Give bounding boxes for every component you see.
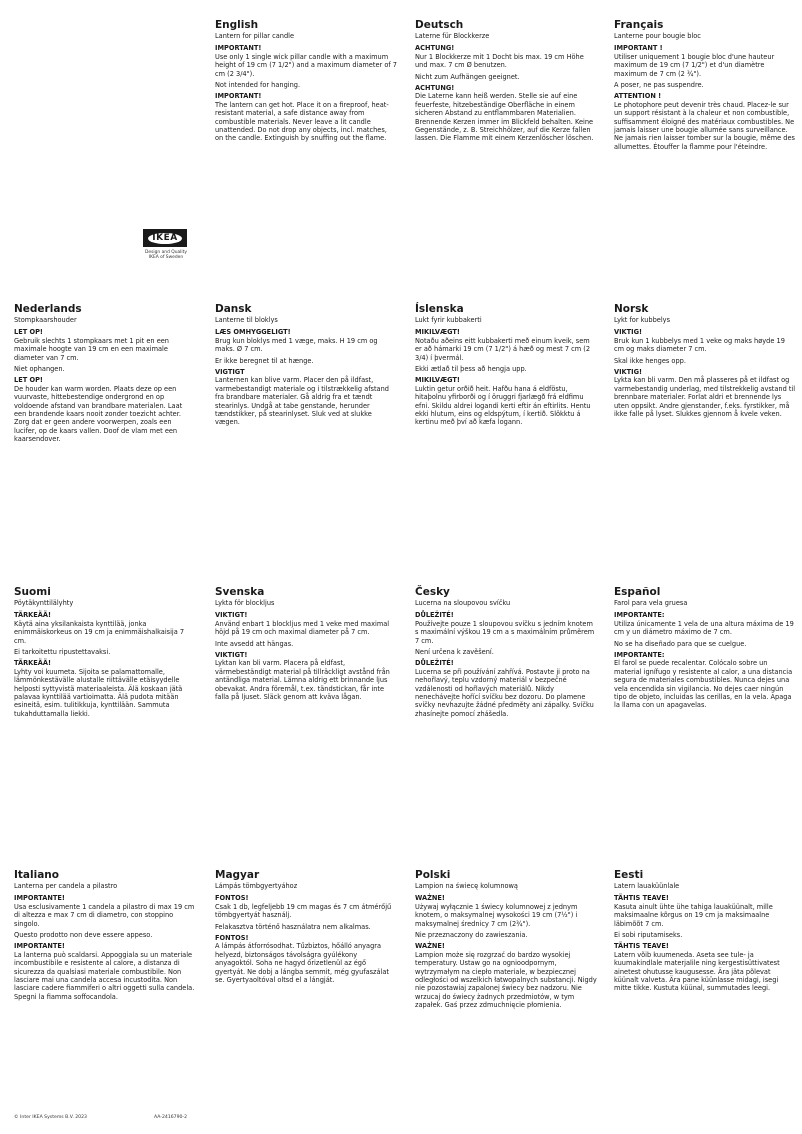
warning-heading: IMPORTANTE: [614,611,665,620]
product-name: Lucerna na sloupovou svíčku [415,599,511,607]
usage-text: Käytä aina yksilankaista kynttilää, jonka enimmäiskorkeus on 19 cm ja enimmäishalkaisija 7 cm. [14,619,185,645]
logo-mark [143,229,187,247]
safety-text: De houder kan warm worden. Plaats deze op een vuurvaste, hittebestendige ondergrond en op voldoende afstand van brandbare materialen. Laat een brandende kaars nooit zonder toezicht achter. Zorg dat er geen andere voorwerpen, zoals een lucifer, op de kaars vallen. Doof de vlam met een kaarsendover. [14,384,183,444]
section-magyar [215,869,397,987]
safety-text: Lucerna se při používání zahřívá. Postavte ji proto na nehořlavý, teplu vzdorný materiál v bezpečné vzdálenosti od hořlavých materiálů. Nikdy nenechávejte hořící svíčku bez dozoru. Do plamene svíčky nevhazujte žádné předměty ani zápalky. Svíčku zhasínejte pomocí zhášedla. [415,667,594,718]
safety-text: Luktin getur orðið heit. Hafðu hana á eldföstu, hitaþolnu yfirborði og í öruggri fjarlægð frá eldfimu efni. Skildu aldrei logandi kerti eftir án eftirlits. Hentu ekki hlutum, eins og eldspýtum, í kertið. Slökktu á kertinu með því að kæfa logann. [415,384,591,427]
product-name: Lanterne til bloklys [215,316,278,324]
warning-heading: ACHTUNG! [415,84,455,93]
language-heading: Magyar [215,869,260,881]
section-espanol [614,586,796,713]
copyright-text: © Inter IKEA Systems B.V. 2023 [14,1115,87,1120]
warning-heading: DŮLEŽITÉ! [415,611,454,620]
warning-heading: FONTOS! [215,894,249,903]
safety-text: Lyhty voi kuumeta. Sijoita se palamattomalle, lämmönkestävälle alustalle riittävälle etäisyydelle helposti syttyvistä materiaaleista. Älä koskaan jätä palavaa kynttilää vartioimatta. Älä pudota mitään esineitä, esim. tulitikkuja, kynttilään. Sammuta tukahduttamalla liekki. [14,667,183,718]
warning-heading: FONTOS! [215,934,249,943]
product-name: Lykta för blockljus [215,599,275,607]
hanging-note: Ekki ætlað til þess að hengja upp. [415,365,527,374]
language-heading: Svenska [215,586,265,598]
section-svenska [215,586,397,704]
logo-tagline-line2: IKEA of Sweden [148,255,184,261]
logo-tagline [143,250,189,261]
usage-text: Använd enbart 1 blockljus med 1 veke med maximal höjd på 19 cm och maximal diameter på 7 cm. [215,619,390,637]
product-name: Laterne für Blockkerze [415,32,490,40]
section-polski [415,869,597,1013]
safety-text: La lanterna può scaldarsi. Appoggiala su un materiale incombustibile e resistente al calore, a distanza di sicurezza da qualsiasi materiale combustibile. Non lasciare mai una candela accesa incustodita. Non lasciare cadere fiammiferi o altri oggetti sulla candela. Spegni la fiamma soffocandola. [14,950,195,1001]
warning-heading: IMPORTANT! [215,44,262,53]
product-name: Stompkaarshouder [14,316,77,324]
section-cesky [415,586,597,721]
usage-text: Use only 1 single wick pillar candle with a maximum height of 19 cm (7 1/2") and a maximum diameter of 7 cm (2 3/4"). [215,52,397,78]
language-heading: Dansk [215,303,252,315]
warning-heading: WAŻNE! [415,894,445,903]
product-name: Lanterna per candela a pilastro [14,882,118,890]
usage-text: Používejte pouze 1 sloupovou svíčku s jedním knotem s maximální výškou 19 cm a s maximálním průměrem 7 cm. [415,619,595,645]
hanging-note: Skal ikke henges opp. [614,356,686,365]
warning-heading: WAŻNE! [415,942,445,951]
product-name: Lykt for kubbelys [614,316,671,324]
warning-heading: TÄRKEÄÄ! [14,611,51,620]
hanging-note: Questo prodotto non deve essere appeso. [14,931,153,940]
language-heading: Polski [415,869,451,881]
section-italiano [14,869,196,1004]
hanging-note: Nicht zum Aufhängen geeignet. [415,72,520,81]
product-name: Lukt fyrir kubbakerti [415,316,482,324]
warning-heading: IMPORTANT! [215,92,262,101]
section-francais [614,19,796,154]
warning-heading: MIKILVÆGT! [415,328,460,337]
language-heading: Français [614,19,664,31]
logo-text: IKEA [148,233,181,244]
warning-heading: VIKTIG! [614,328,643,337]
section-english [215,19,397,146]
usage-text: Kasuta ainult ühte ühe tahiga lauaküünalt, mille maksimaalne kõrgus on 19 cm ja maksimaalne läbimõõt 7 cm. [614,902,773,928]
product-name: Pöytäkynttilälyhty [14,599,74,607]
warning-heading: LET OP! [14,328,43,337]
hanging-note: Ei sobi riputamiseks. [614,931,683,940]
safety-text: Lampion może się rozgrzać do bardzo wysokiej temperatury. Ustaw go na ognioodpornym, wytrzymałym na ciepło materiale, w bezpiecznej odległości od wszelkich łatwopalnych substancji. Nigdy nie pozostawiaj zapalonej świecy bez nadzoru. Nie wrzucaj do świecy żadnych przedmiotów, w tym zapałek. Gaś przez zdmuchnięcie płomienia. [415,950,597,1010]
language-heading: Nederlands [14,303,82,315]
language-heading: Eesti [614,869,644,881]
warning-heading: DŮLEŽITÉ! [415,659,454,668]
logo-tagline-line1: Design and Quality [145,250,187,255]
hanging-note: Nie przeznaczony do zawieszania. [415,931,528,940]
hanging-note: Inte avsedd att hängas. [215,639,294,648]
warning-heading: MIKILVÆGT! [415,376,460,385]
safety-text: Lykta kan bli varm. Den må plasseres på et ildfast og varmebestandig underlag, med tilstrekkelig avstand til brennbare materialer. Forlat aldri et brennende lys uten oppsikt. Andre gjenstander, f.eks. fyrstikker, må ikke falle på lyset. Slukkes gjennom å kvele veken. [614,376,796,419]
usage-text: Używaj wyłącznie 1 świecy kolumnowej z jednym knotem, o maksymalnej wysokości 19 cm (7½") i maksymalnej średnicy 7 cm (2¾"). [415,902,578,928]
warning-heading: ATTENTION ! [614,92,662,101]
usage-text: Notaðu aðeins eitt kubbakerti með einum kveik, sem er að hámarki 19 cm (7 1/2") á hæð og mest 7 cm (2 3/4) í þvermál. [415,336,591,362]
warning-heading: IMPORTANTE! [14,894,65,903]
section-nederlands [14,303,196,447]
hanging-note: No se ha diseñado para que se cuelgue. [614,639,747,648]
document-code: AA-2416790-2 [154,1115,188,1120]
safety-text: Latern võib kuumeneda. Aseta see tule- ja kuumakindlale materjalile ning kergestisüttivatest ainetest ohutusse kaugusesse. Ära jäta põlevat küünalt valveta. Ära pane küünlasse midagi, isegi mitte tikke. Kustuta küünal, summutades leegi. [614,950,780,993]
section-suomi [14,586,196,721]
safety-text: El farol se puede recalentar. Colócalo sobre un material ignífugo y resistente al calor, a una distancia segura de materiales combustibles. Nunca dejes una vela encendida sin vigilancia. No dejes caer ningún tipo de objeto, incluidas las cerillas, en la vela. Apaga la llama con un apagavelas. [614,659,793,710]
section-islenska [415,303,597,430]
language-heading: Íslenska [415,303,464,315]
language-heading: Česky [415,586,450,598]
hanging-note: Er ikke beregnet til at hænge. [215,356,314,365]
warning-heading: IMPORTANT ! [614,44,663,53]
ikea-logo [143,229,189,261]
safety-text: Die Laterne kann heiß werden. Stelle sie auf eine feuerfeste, hitzebeständige Oberfläche in einem sicheren Abstand zu entflammbaren Materialien. Brennende Kerzen immer im Blickfeld behalten. Keine Gegenstände, z. B. Streichhölzer, auf die Kerze fallen lassen. Die Flamme mit einem Kerzenlöscher löschen. [415,92,594,143]
usage-text: Gebruik slechts 1 stompkaars met 1 pit en een maximale hoogte van 19 cm en een maximale diameter van 7 cm. [14,336,169,362]
language-heading: Deutsch [415,19,464,31]
hanging-note: Not intended for hanging. [215,81,301,90]
product-name: Lanterne pour bougie bloc [614,32,701,40]
product-name: Lámpás tömbgyertyához [215,882,298,890]
hanging-note: A poser, ne pas suspendre. [614,81,704,90]
hanging-note: Felakasztva történő használatra nem alkalmas. [215,922,371,931]
usage-text: Usa esclusivamente 1 candela a pilastro di max 19 cm di altezza e max 7 cm di diametro, con stoppino singolo. [14,902,195,928]
safety-text: The lantern can get hot. Place it on a fireproof, heat-resistant material, a safe distance away from combustible materials. Never leave a lit candle unattended. Do not drop any objects, incl. matches, on the candle. Extinguish by snuffing out the flame. [215,100,389,143]
product-name: Lampion na świecę kolumnową [415,882,518,890]
section-deutsch [415,19,597,146]
hanging-note: Ei tarkoitettu ripustettavaksi. [14,648,111,657]
language-heading: Español [614,586,661,598]
warning-heading: LET OP! [14,376,43,385]
usage-text: Brug kun bloklys med 1 væge, maks. H 19 cm og maks. Ø 7 cm. [215,336,378,354]
hanging-note: Není určena k zavěšení. [415,648,494,657]
warning-heading: VIKTIGT! [215,651,248,660]
language-heading: Norsk [614,303,649,315]
warning-heading: VIGTIGT [215,368,245,377]
warning-heading: TÄHTIS TEAVE! [614,942,669,951]
usage-text: Nur 1 Blockkerze mit 1 Docht bis max. 19 cm Höhe und max. 7 cm Ø benutzen. [415,52,584,70]
safety-text: A lámpás átforrósodhat. Tűzbiztos, hőálló anyagra helyezd, biztonságos távolságra gyúlékony anyagoktól. Soha ne hagyd őrizetlenül az égő gyertyát. Ne dobj a lángba semmit, még gyufaszálat se. Gyertyaoltóval oltsd el a lángját. [215,942,390,985]
language-heading: Italiano [14,869,59,881]
warning-heading: VIKTIGT! [215,611,248,620]
warning-heading: TÄHTIS TEAVE! [614,894,669,903]
section-norsk [614,303,796,421]
usage-text: Bruk kun 1 kubbelys med 1 veke og maks høyde 19 cm og maks diameter 7 cm. [614,336,785,354]
usage-text: Utiliser uniquement 1 bougie bloc d'une hauteur maximum de 19 cm (7 1/2") et d'un diamètre maximum de 7 cm (2 ¾"). [614,52,775,78]
safety-text: Lyktan kan bli varm. Placera på eldfast, värmebeständigt material på tillräckligt avstånd från antändliga material. Lämna aldrig ett brinnande ljus obevakat. Andra föremål, t.ex. tändstickan, får inte falla på ljuset. Släck genom att kväva lågan. [215,659,390,702]
warning-heading: TÄRKEÄÄ! [14,659,51,668]
safety-text: Lanternen kan blive varm. Placer den på ildfast, varmebestandigt materiale og i tilstrækkelig afstand fra brandbare materialer. Gå aldrig fra et tændt stearinlys. Undgå at tabe genstande, herunder tændstikker, på stearinlyset. Sluk ved at slukke vægen. [215,376,389,427]
product-name: Latern lauaküünlale [614,882,680,890]
language-heading: Suomi [14,586,51,598]
warning-heading: VIKTIG! [614,368,643,377]
warning-heading: ACHTUNG! [415,44,455,53]
warning-heading: IMPORTANTE: [614,651,665,660]
usage-text: Csak 1 db, legfeljebb 19 cm magas és 7 cm átmérőjű tömbgyertyát használj. [215,902,392,920]
section-eesti [614,869,796,996]
hanging-note: Niet ophangen. [14,365,65,374]
product-name: Lantern for pillar candle [215,32,295,40]
section-dansk [215,303,397,430]
safety-text: Le photophore peut devenir très chaud. Placez-le sur un support résistant à la chaleur et non combustible, suffisamment éloigné des matériaux combustibles. Ne jamais laisser une bougie allumée sans surveillance. Ne jamais rien laisser tomber sur la bougie, même des allumettes. Étouffer la flamme pour l'éteindre. [614,100,795,151]
product-name: Farol para vela gruesa [614,599,688,607]
language-heading: English [215,19,259,31]
warning-heading: IMPORTANTE! [14,942,65,951]
warning-heading: LÆS OMHYGGELIGT! [215,328,291,337]
usage-text: Utiliza únicamente 1 vela de una altura máxima de 19 cm y un diámetro máximo de 7 cm. [614,619,794,637]
